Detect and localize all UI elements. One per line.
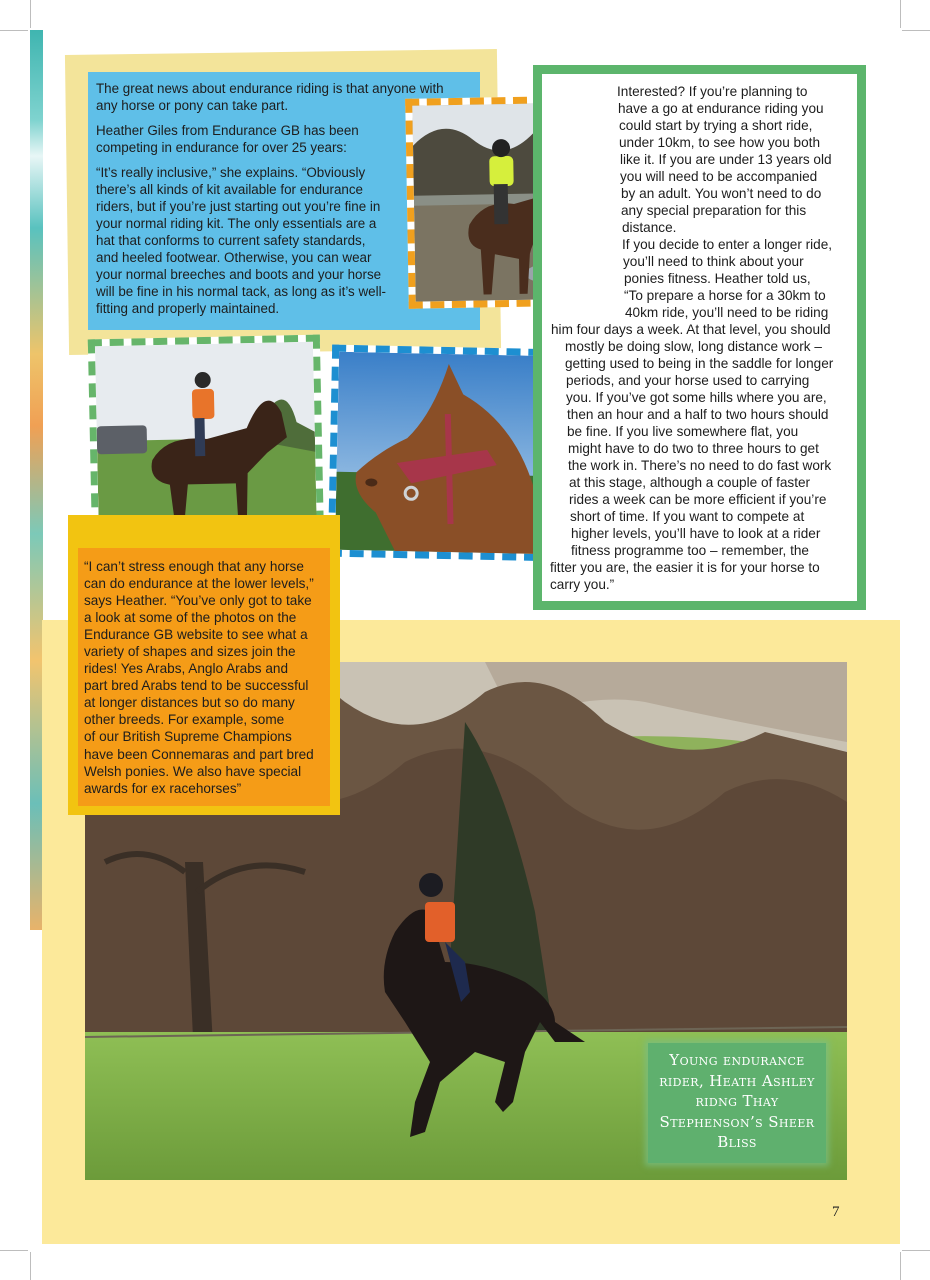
intro-paragraph-2: Heather Giles from Endurance GB has been competing in endurance for over 25 years: [96,123,359,155]
quote-line: awards for ex racehorses” [84,780,242,796]
crop-mark [0,1250,28,1251]
advice-line: might have to do two to three hours to get [568,441,819,457]
quote-line: Endurance GB website to see what a [84,627,308,643]
quote-line: Welsh ponies. We also have special [84,763,302,779]
advice-line: fitness programme too – remember, the [571,543,809,559]
advice-line: have a go at endurance riding you [618,101,824,117]
advice-line: could start by trying a short ride, [619,118,813,134]
advice-line: under 10km, to see how you both [619,135,821,151]
advice-line: ponies fitness. Heather told us, [624,271,811,287]
quote-line: other breeds. For example, some [84,712,285,728]
crop-mark [902,1250,930,1251]
quote-line: variety of shapes and sizes join the [84,644,296,660]
advice-line: you will need to be accompanied [620,169,818,185]
advice-line: 40km ride, you’ll need to be riding [625,305,829,321]
quote-line: at longer distances but so do many [84,695,295,711]
advice-line: you’ll need to think about your [623,254,804,270]
advice-line: you. If you’ve got some hills where you are, [566,390,827,406]
advice-line: higher levels, you’ll have to look at a rider [571,526,821,542]
quote-line: “I can’t stress enough that any horse [84,559,304,574]
advice-line: at this stage, although a couple of faster [569,475,811,491]
advice-line: periods, and your horse used to carrying [566,373,810,389]
intro-paragraph-1: The great news about endurance riding is that anyone with any horse or pony can take part. [96,81,444,113]
advice-line: like it. If you are under 13 years old [620,152,832,168]
advice-line: the work in. There’s no need to do fast work [568,458,832,474]
quote-line: can do endurance at the lower levels,” [84,576,314,592]
advice-line: be fine. If you live somewhere flat, you [567,424,799,440]
advice-line: If you decide to enter a longer ride, [622,237,833,253]
advice-line: then an hour and a half to two hours should [567,407,829,423]
crop-mark [902,30,930,31]
advice-line: fitter you are, the easier it is for your horse to [550,560,820,576]
intro-paragraph-3: “It’s really inclusive,” she explains. “Obviously there’s all kinds of kit available for endurance riders, but if you’re just starting out you’re fine in your normal riding kit. The only essentials are a hat that conforms to current safety standards, and heeled footwear. Otherwise, you can wear your normal breeches and boots and your horse will be fine in his normal tack, as long as it’s well-fitting and properly maintained. [96,165,387,316]
advice-line: by an adult. You won’t need to do [621,186,822,202]
advice-line: distance. [622,220,677,236]
quote-line: of our British Supreme Champions [84,729,292,745]
quote-line: part bred Arabs tend to be successful [84,678,309,694]
advice-line: getting used to being in the saddle for longer [565,356,834,372]
quote-text-box [78,548,330,806]
photo-caption: Young endurance rider, Heath Ashley ridng Thay Stephenson’s Sheer Bliss [648,1043,826,1163]
crop-mark [30,1252,31,1280]
crop-mark [0,30,28,31]
advice-line: any special preparation for this [621,203,807,219]
quote-line: have been Connemaras and part bred [84,746,314,762]
quote-line: rides! Yes Arabs, Anglo Arabs and [84,661,289,677]
horse-head-image [335,352,557,555]
advice-line: Interested? If you’re planning to [617,84,808,99]
advice-line: him four days a week. At that level, you should [551,322,831,338]
crop-mark [30,0,31,28]
crop-mark [900,0,901,28]
advice-line: rides a week can be more efficient if you’re [569,492,827,508]
advice-text [549,83,854,593]
crop-mark [900,1252,901,1280]
quote-line: a look at some of the photos on the [84,610,297,626]
photo-horse-head [328,345,564,562]
advice-line: mostly be doing slow, long distance work – [565,339,822,355]
advice-line: “To prepare a horse for a 30km to [624,288,826,304]
advice-line: carry you.” [550,577,615,593]
quote-line: says Heather. “You’ve only got to take [84,593,312,609]
page-number: 7 [832,1204,840,1220]
man-on-horse-image [95,342,317,545]
advice-line: short of time. If you want to compete at [570,509,805,525]
